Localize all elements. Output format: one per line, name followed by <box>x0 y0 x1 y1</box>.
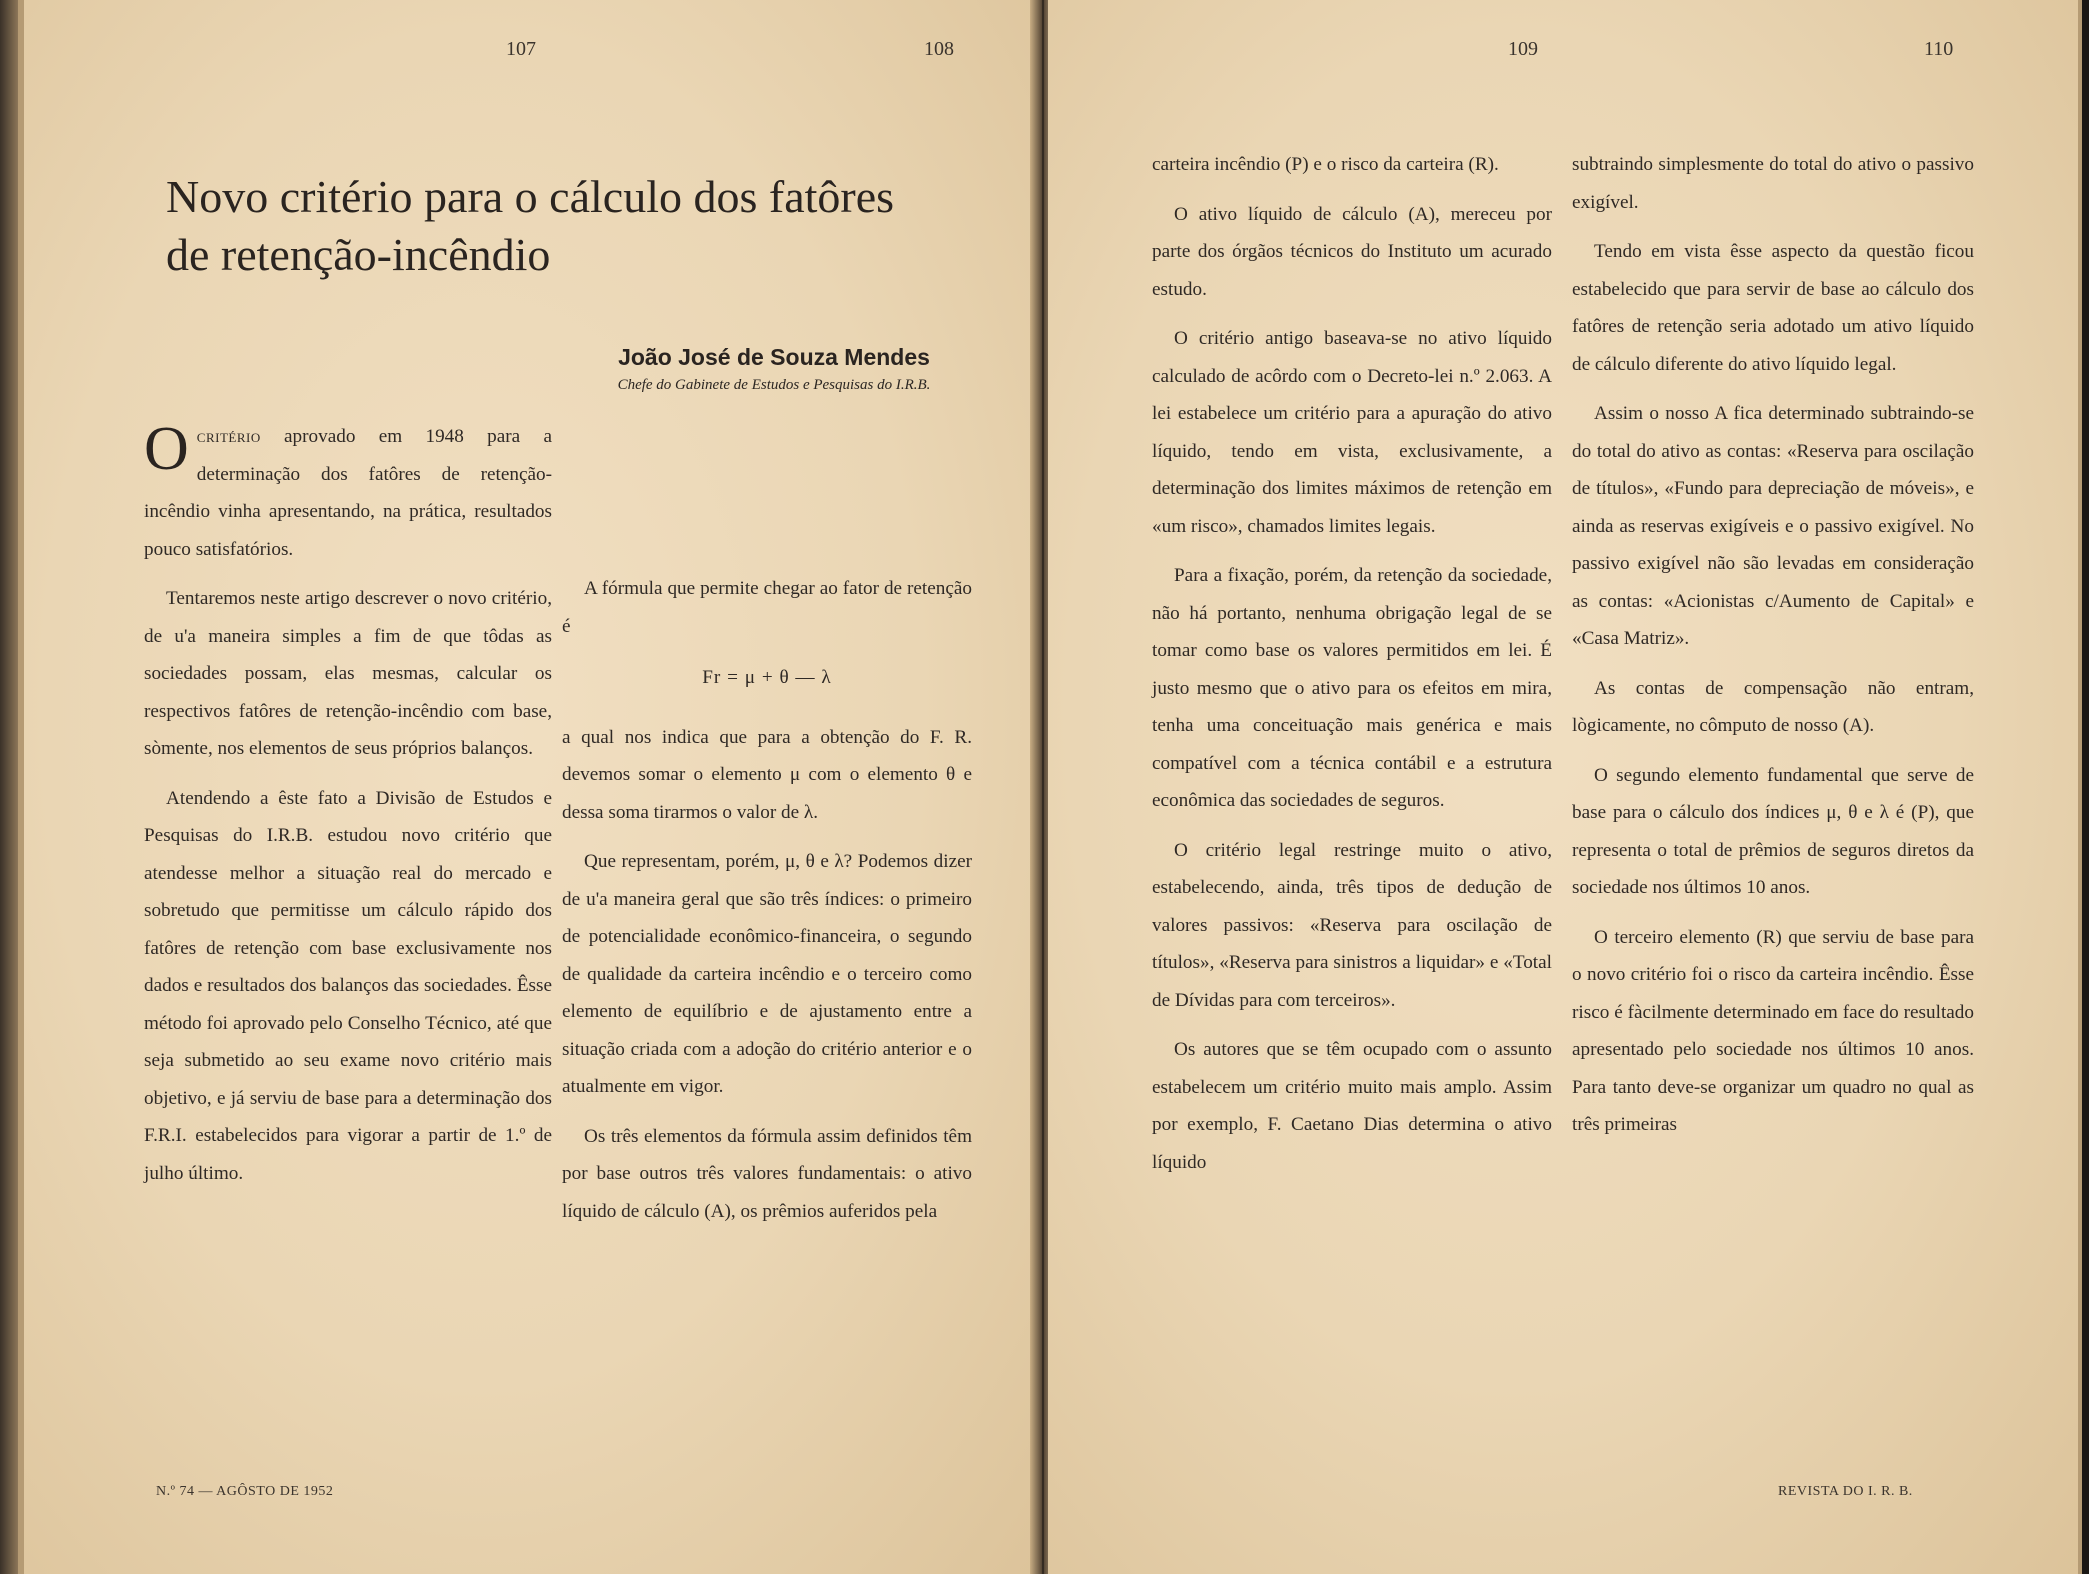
right-page <box>1048 0 2082 1574</box>
col4-paragraph-4: As contas de compensação não entram, lògicamente, no cômputo de nosso (A). <box>1572 677 1974 736</box>
col4-paragraph-3: Assim o nosso A fica determinado subtraindo-se do total do ativo as contas: «Reserva para oscilação de títulos», «Fundo para depreciação de móveis», e ainda as reservas exigíveis e o passivo exigível. No passivo exigível não são levadas em consideração as contas: «Acionistas c/Aumento de Capital» e «Casa Matriz». <box>1572 403 1974 649</box>
col3-paragraph-3: O critério antigo baseava-se no ativo líquido calculado de acôrdo com o Decreto-lei n.º 2.063. A lei estabelece um critério para a apuração do ativo líquido, tendo em vista, exclusivamente, a determinação dos limites máximos de retenção em «um risco», chamados limites legais. <box>1152 328 1552 537</box>
author-role: Chefe do Gabinete de Estudos e Pesquisas do I.R.B. <box>617 377 931 393</box>
col1-paragraph-2: Tentaremos neste artigo descrever o novo critério, de u'a maneira simples a fim de que tôdas as sociedades possam, elas mesmas, calcular os respectivos fatôres de retenção-incêndio com base, sòmente, nos elementos de seus próprios balanços. <box>144 588 552 759</box>
page-number-107: 107 <box>506 38 536 60</box>
byline <box>594 344 954 395</box>
author-name: João José de Souza Mendes <box>618 344 930 370</box>
drop-cap: O <box>144 415 189 483</box>
page-number-108: 108 <box>924 38 954 60</box>
col4-paragraph-2: Tendo em vista êsse aspecto da questão ficou estabelecido que para servir de base ao cálculo dos fatôres de retenção seria adotado um ativo líquido de cálculo diferente do ativo líquido legal. <box>1572 241 1974 375</box>
col2-paragraph-1: A fórmula que permite chegar ao fator de retenção é <box>562 578 972 637</box>
column-4 <box>1572 146 1974 1156</box>
book-edge <box>0 0 18 1574</box>
col1-paragraph-1 <box>144 415 552 568</box>
col3-paragraph-5: O critério legal restringe muito o ativo, estabelecendo, ainda, três tipos de dedução de valores passivos: «Reserva para oscilação de títulos», «Reserva para sinistros a liquidar» e «Total de Dívidas para com terceiros». <box>1152 839 1552 1011</box>
article-title: Novo critério para o cálculo dos fatôres de retenção-incêndio <box>166 171 895 280</box>
footer-journal: REVISTA DO I. R. B. <box>1778 1484 1913 1499</box>
col2-paragraph-3: Que representam, porém, μ, θ e λ? Podemos dizer de u'a maneira geral que são três índices: o primeiro de potencialidade econômico-financeira, o segundo de qualidade da carteira incêndio e o terceiro como elemento de equilíbrio e de ajustamento entre a situação criada com a adoção do critério anterior e o atualmente em vigor. <box>562 851 972 1097</box>
col3-paragraph-6: Os autores que se têm ocupado com o assunto estabelecem um critério muito mais amplo. Assim por exemplo, F. Caetano Dias determina o ativo líquido <box>1152 1039 1552 1173</box>
page-number-110: 110 <box>1924 38 1954 60</box>
col2-paragraph-2: a qual nos indica que para a obtenção do F. R. devemos somar o elemento μ com o elemento θ e dessa soma tirarmos o valor de λ. <box>562 726 972 823</box>
lead-smallcaps: critério <box>196 426 261 447</box>
page-number-109: 109 <box>1508 38 1538 60</box>
left-page <box>18 0 1044 1574</box>
col3-paragraph-2: O ativo líquido de cálculo (A), mereceu por parte dos órgãos técnicos do Instituto um acurado estudo. <box>1152 203 1552 300</box>
col2-paragraph-4: Os três elementos da fórmula assim definidos têm por base outros três valores fundamentais: o ativo líquido de cálculo (A), os prêmios auferidos pela <box>562 1125 972 1222</box>
col1-paragraph-3: Atendendo a êste fato a Divisão de Estudos e Pesquisas do I.R.B. estudou novo critério que atendesse melhor a situação real do mercado e sobretudo que permitisse um cálculo rápido dos fatôres de retenção com base exclusivamente nos dados e resultados dos balanços das sociedades. Êsse método foi aprovado pelo Conselho Técnico, até que seja submetido ao seu exame novo critério mais objetivo, e já serviu de base para a determinação dos F.R.I. estabelecidos para vigorar a partir de 1.º de julho último. <box>144 787 552 1184</box>
col4-paragraph-1: subtraindo simplesmente do total do ativo o passivo exigível. <box>1572 154 1974 213</box>
col3-paragraph-1: carteira incêndio (P) e o risco da carteira (R). <box>1152 154 1499 175</box>
col1-p1-text: aprovado em 1948 para a determinação dos fatôres de retenção-incêndio vinha apresentando, na prática, resultados pouco satisfatórios. <box>144 426 552 560</box>
col3-paragraph-4: Para a fixação, porém, da retenção da sociedade, não há portanto, nenhuma obrigação legal de se tomar como base os valores permitidos em lei. É justo mesmo que o ativo para os efeitos em mira, tenha uma conceituação mais genérica e mais compatível com a técnica contábil e a estrutura econômica das sociedades de seguros. <box>1152 565 1552 811</box>
col4-paragraph-5: O segundo elemento fundamental que serve de base para o cálculo dos índices μ, θ e λ é (P), que representa o total de prêmios de seguros diretos da sociedade nos últimos 10 anos. <box>1572 764 1974 898</box>
footer-issue: N.º 74 — AGÔSTO DE 1952 <box>156 1484 334 1499</box>
column-3 <box>1152 146 1552 1193</box>
column-1 <box>144 415 552 1204</box>
col4-paragraph-6: O terceiro elemento (R) que serviu de base para o novo critério foi o risco da carteira incêndio. Êsse risco é fàcilmente determinado em face do resultado apresentado pelo sociedade nos últimos 10 anos. Para tanto deve-se organizar um quadro no qual as três primeiras <box>1572 926 1974 1135</box>
column-2 <box>562 570 972 1242</box>
retention-formula: Fr = μ + θ — λ <box>702 667 832 688</box>
